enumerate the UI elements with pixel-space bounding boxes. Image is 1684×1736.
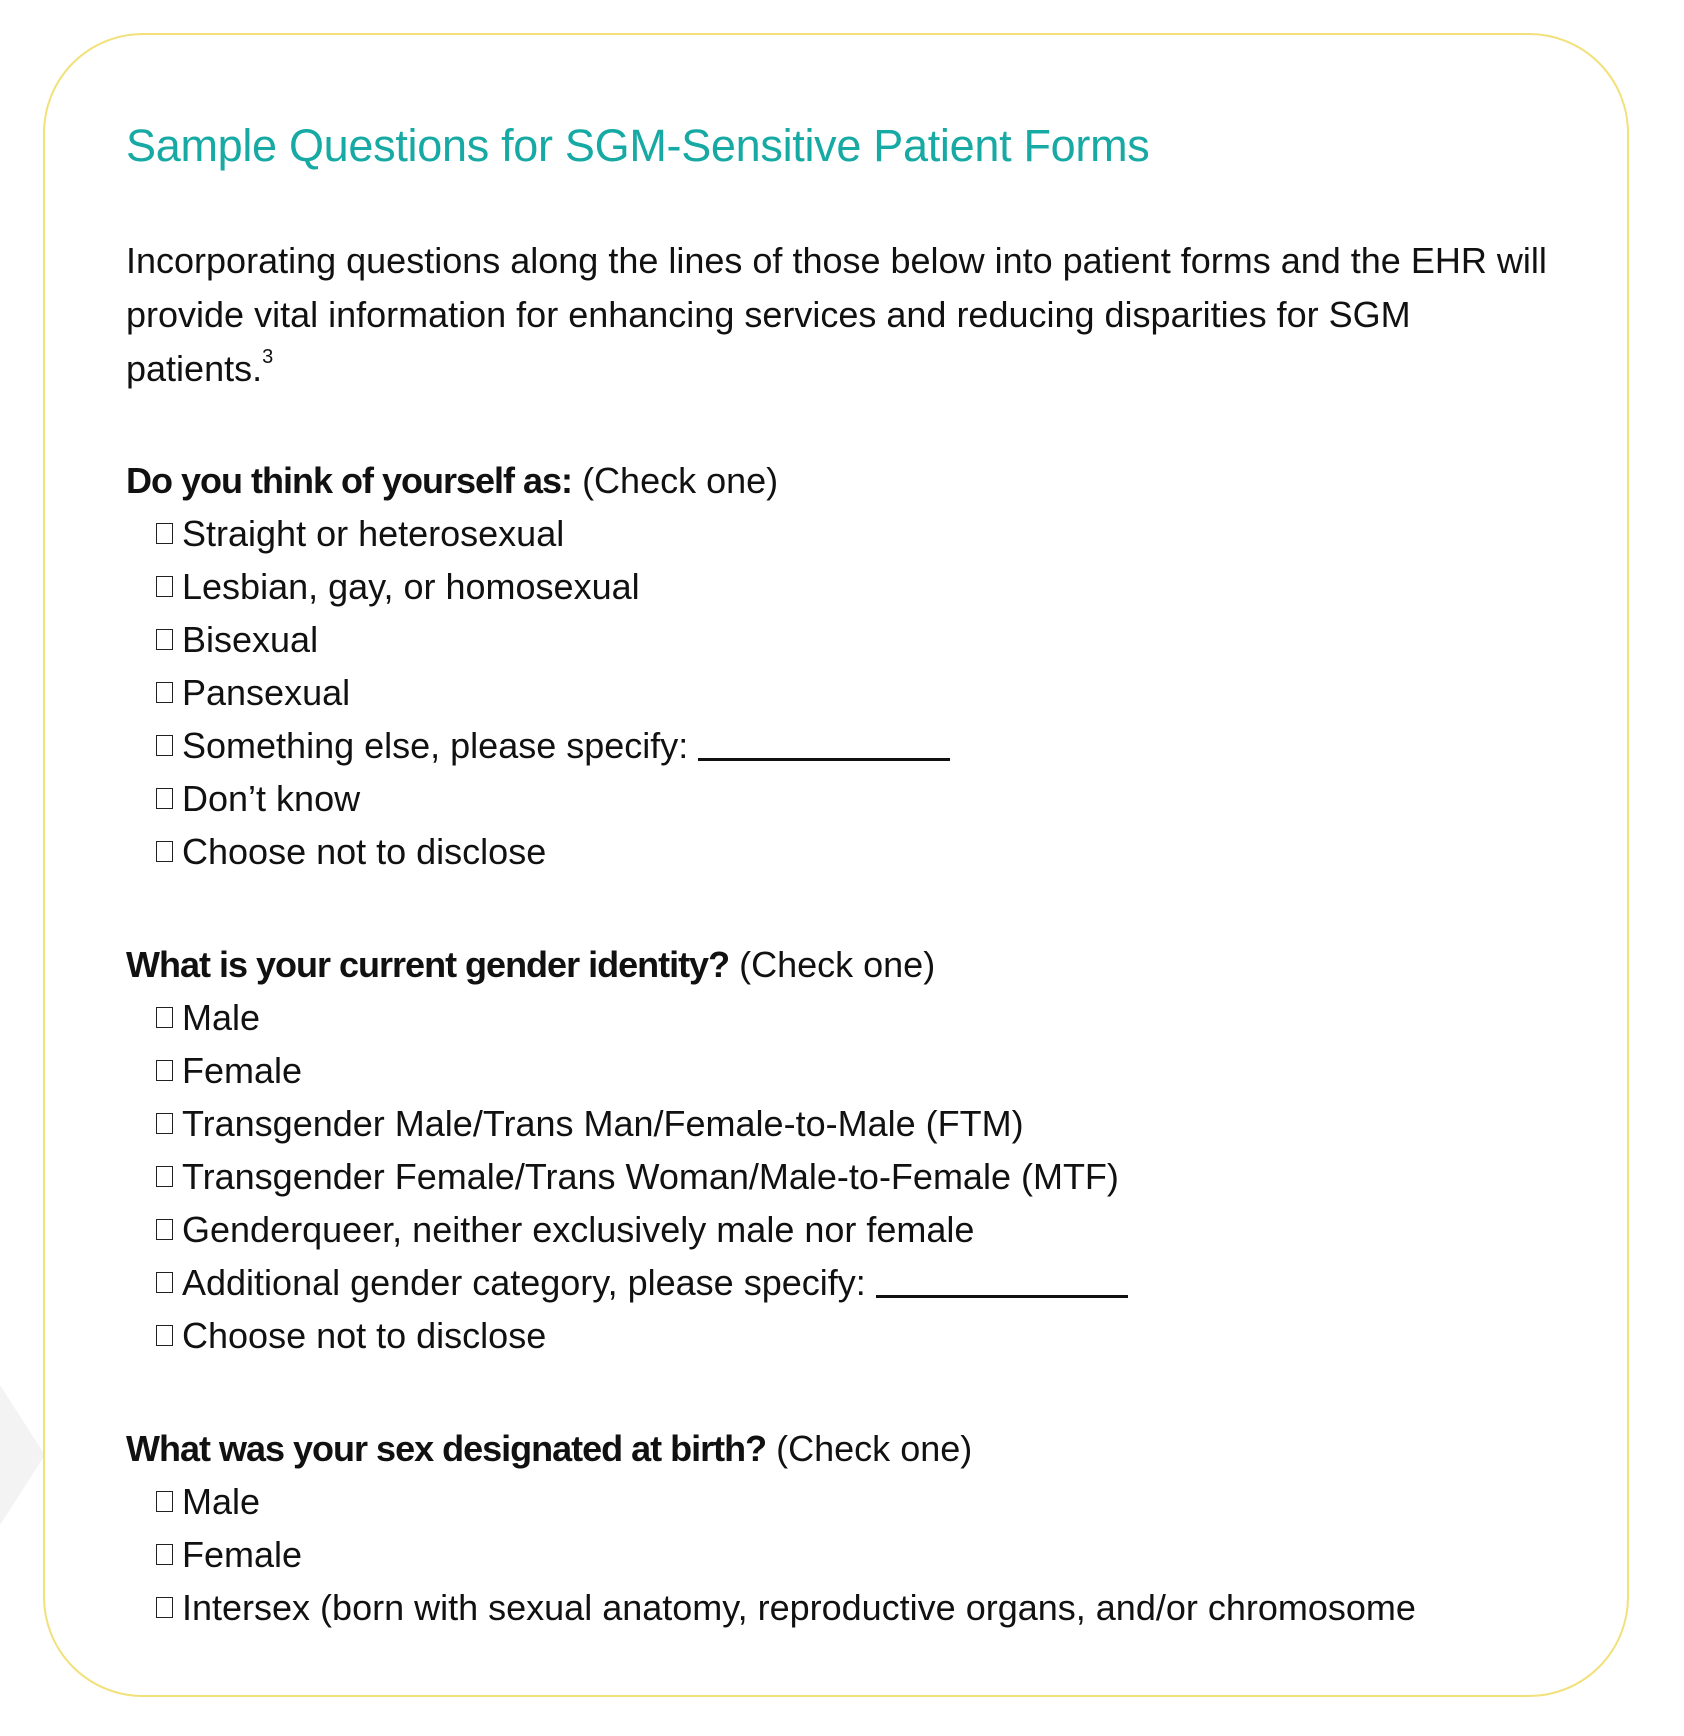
option-female[interactable] xyxy=(156,1528,1566,1581)
checkbox[interactable] xyxy=(156,1272,173,1293)
option-label: Female xyxy=(182,1050,303,1091)
checkbox[interactable] xyxy=(156,788,173,809)
checkbox[interactable] xyxy=(156,1597,173,1618)
question-label: What is your current gender identity? xyxy=(126,944,730,985)
checkbox[interactable] xyxy=(156,1544,173,1565)
footnote-reference: 3 xyxy=(262,346,274,368)
question-heading xyxy=(126,938,1566,991)
option-trans-male[interactable] xyxy=(156,1097,1566,1150)
specify-blank-line[interactable] xyxy=(876,1295,1128,1298)
option-straight[interactable] xyxy=(156,507,1566,560)
option-label: Transgender Female/Trans Woman/Male-to-Female (MTF) xyxy=(182,1156,1119,1197)
option-label: Intersex (born with sexual anatomy, reproductive organs, and/or chromosome xyxy=(182,1587,1416,1628)
option-label: Transgender Male/Trans Man/Female-to-Male (FTM) xyxy=(182,1103,1024,1144)
question-gender-identity xyxy=(126,938,1566,1362)
option-female[interactable] xyxy=(156,1044,1566,1097)
option-something-else[interactable] xyxy=(156,719,1566,772)
checkbox[interactable] xyxy=(156,1113,173,1134)
question-label: Do you think of yourself as: xyxy=(126,460,573,501)
checkbox[interactable] xyxy=(156,1219,173,1240)
checkbox[interactable] xyxy=(156,1325,173,1346)
option-label: Male xyxy=(182,997,261,1038)
question-instruction: (Check one) xyxy=(582,460,779,501)
option-not-disclose[interactable] xyxy=(156,1309,1566,1362)
option-bisexual[interactable] xyxy=(156,613,1566,666)
specify-blank-line[interactable] xyxy=(698,758,950,761)
checkbox[interactable] xyxy=(156,1166,173,1187)
checkbox[interactable] xyxy=(156,523,173,544)
background-decoration xyxy=(0,1385,45,1525)
checkbox[interactable] xyxy=(156,735,173,756)
option-intersex[interactable] xyxy=(156,1581,1566,1634)
option-label: Female xyxy=(182,1534,303,1575)
option-label: Male xyxy=(182,1481,261,1522)
intro-text: Incorporating questions along the lines of those below into patient forms and the EHR will provide vital information for enhancing services and reducing disparities for SGM patients. xyxy=(126,240,1547,389)
option-label: Bisexual xyxy=(182,619,319,660)
checkbox[interactable] xyxy=(156,682,173,703)
question-sexual-orientation xyxy=(126,454,1566,878)
question-heading xyxy=(126,454,1566,507)
card-content xyxy=(126,118,1566,1634)
option-label: Genderqueer, neither exclusively male nor female xyxy=(182,1209,975,1250)
option-label: Additional gender category, please specify: xyxy=(182,1262,866,1303)
option-lesbian-gay[interactable] xyxy=(156,560,1566,613)
page-title: Sample Questions for SGM-Sensitive Patient Forms xyxy=(126,120,1150,171)
question-instruction: (Check one) xyxy=(776,1428,973,1469)
option-label: Choose not to disclose xyxy=(182,831,547,872)
question-label: What was your sex designated at birth? xyxy=(126,1428,767,1469)
checkbox[interactable] xyxy=(156,1007,173,1028)
checkbox[interactable] xyxy=(156,1060,173,1081)
option-label: Pansexual xyxy=(182,672,351,713)
question-heading xyxy=(126,1422,1566,1475)
question-instruction: (Check one) xyxy=(739,944,936,985)
question-sex-at-birth xyxy=(126,1422,1566,1634)
intro-paragraph xyxy=(126,234,1566,396)
option-not-disclose[interactable] xyxy=(156,825,1566,878)
option-label: Choose not to disclose xyxy=(182,1315,547,1356)
option-male[interactable] xyxy=(156,991,1566,1044)
option-trans-female[interactable] xyxy=(156,1150,1566,1203)
checkbox[interactable] xyxy=(156,576,173,597)
option-label: Something else, please specify: xyxy=(182,725,689,766)
option-label: Lesbian, gay, or homosexual xyxy=(182,566,640,607)
option-pansexual[interactable] xyxy=(156,666,1566,719)
checkbox[interactable] xyxy=(156,629,173,650)
option-genderqueer[interactable] xyxy=(156,1203,1566,1256)
option-dont-know[interactable] xyxy=(156,772,1566,825)
checkbox[interactable] xyxy=(156,1491,173,1512)
option-label: Straight or heterosexual xyxy=(182,513,565,554)
option-label: Don’t know xyxy=(182,778,361,819)
option-male[interactable] xyxy=(156,1475,1566,1528)
option-additional-category[interactable] xyxy=(156,1256,1566,1309)
checkbox[interactable] xyxy=(156,841,173,862)
